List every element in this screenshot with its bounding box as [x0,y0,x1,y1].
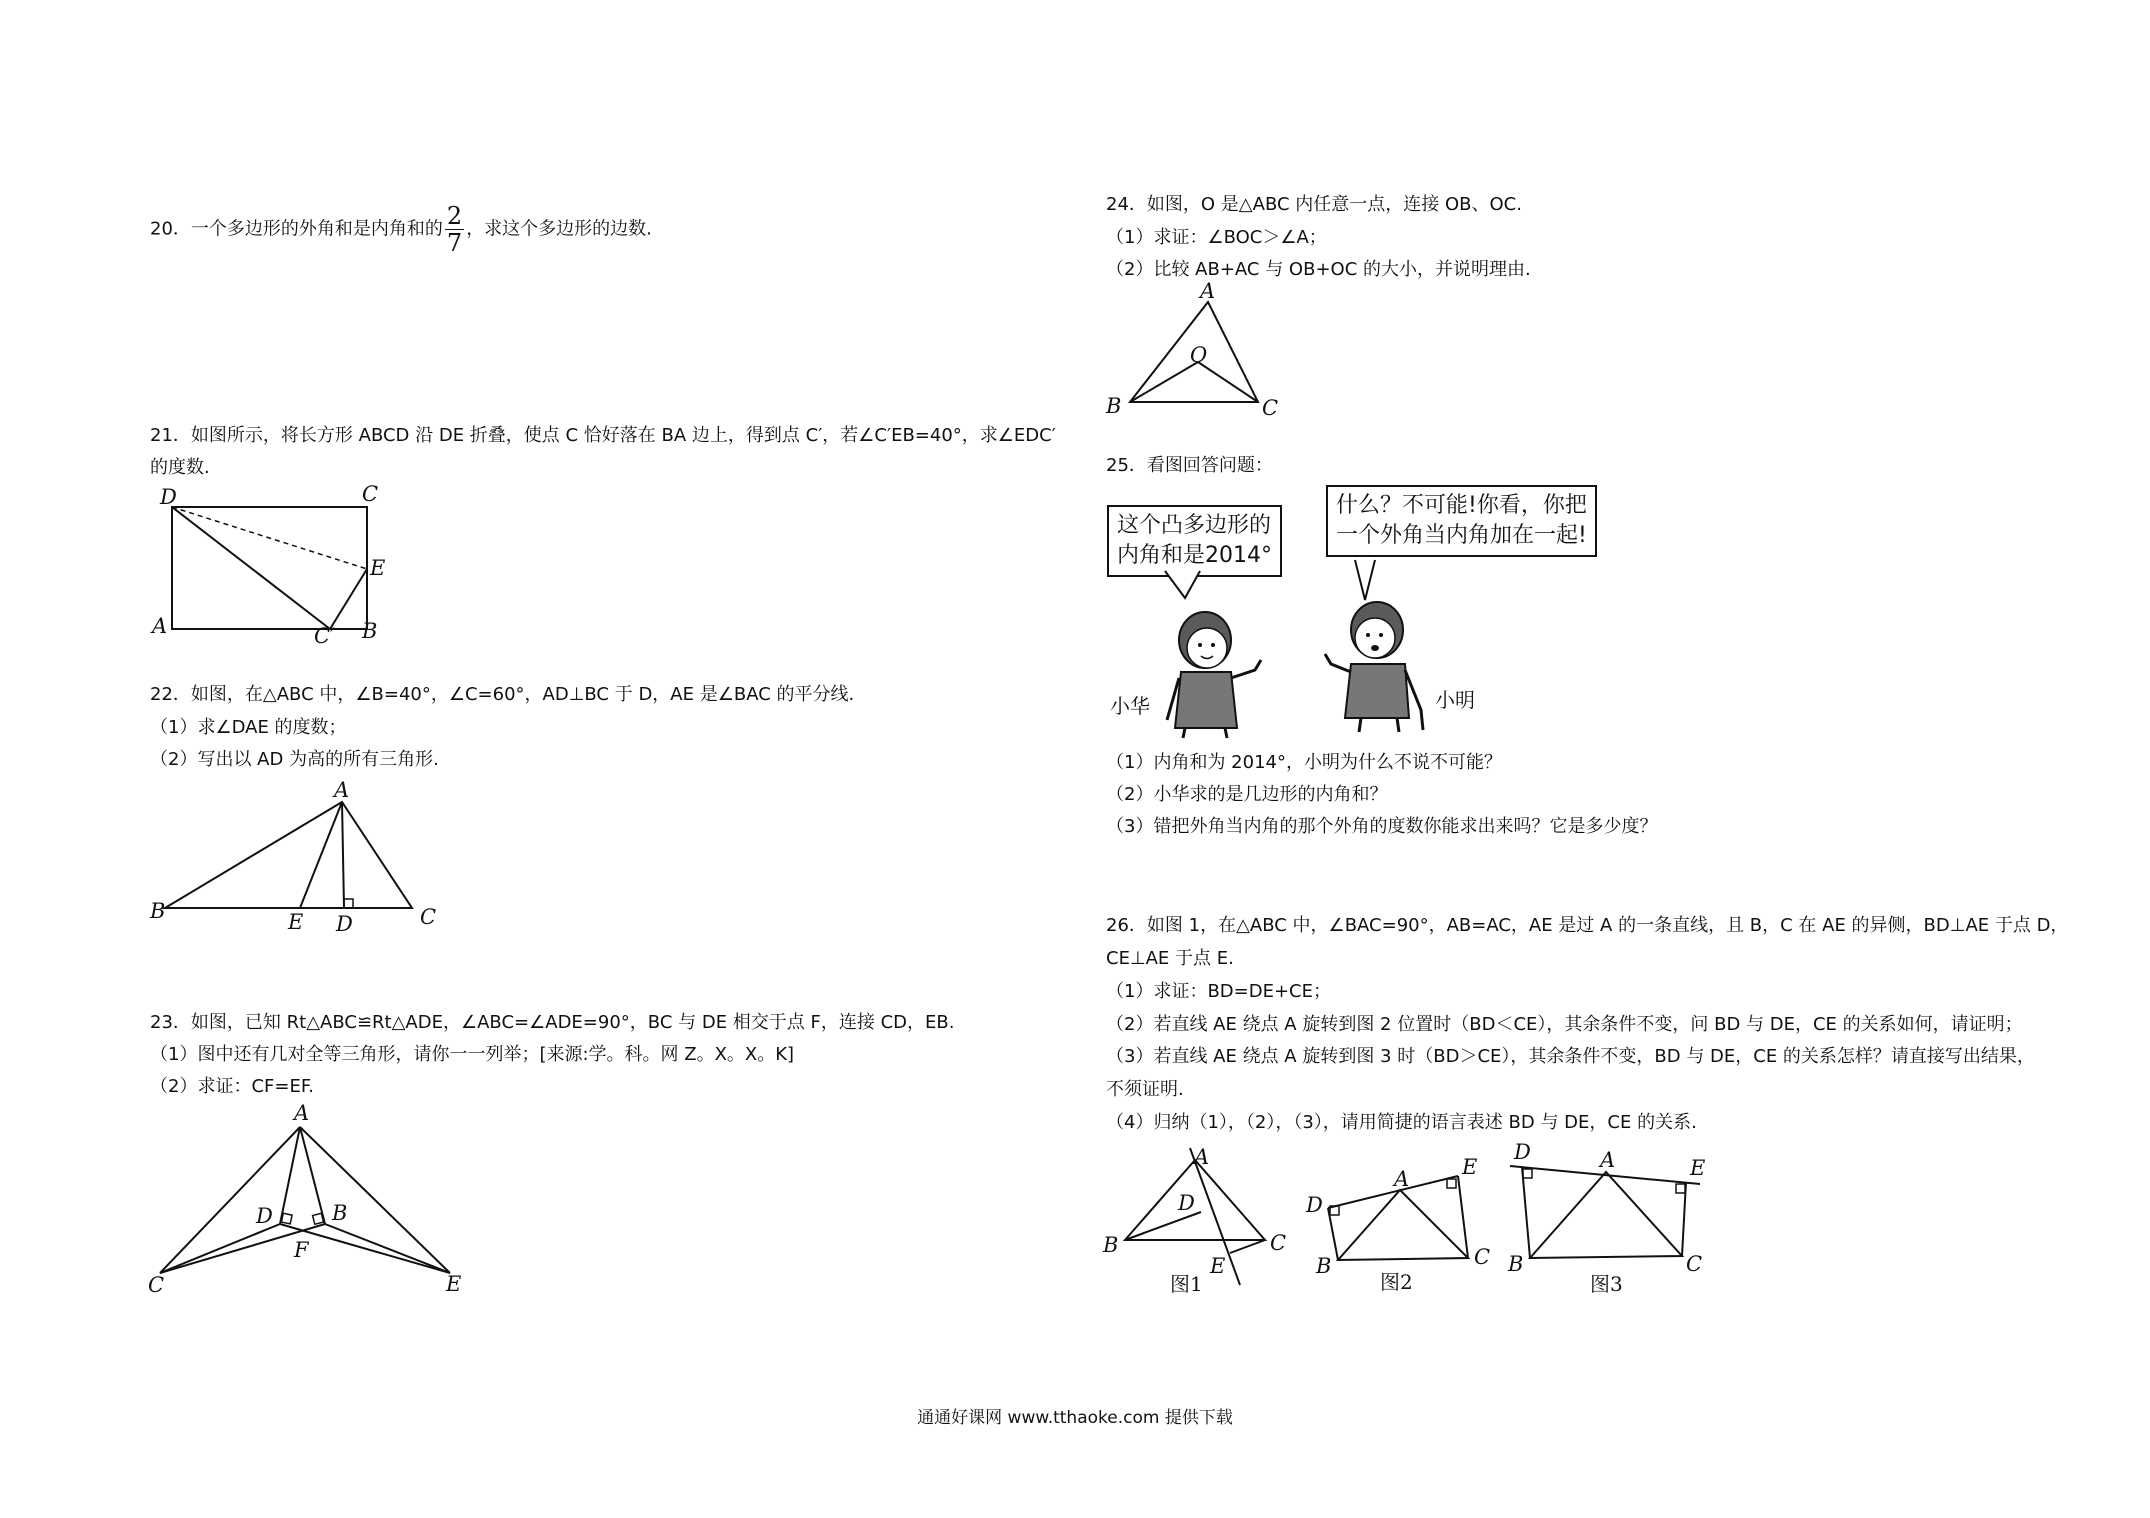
q26-line7: （4）归纳（1），（2），（3），请用简捷的语言表述 BD 与 DE，CE 的关系. [1106,1112,1697,1133]
q21-line1: 21．如图所示，将长方形 ABCD 沿 DE 折叠，使点 C 恰好落在 BA 边上，得到点 C′，若∠C′EB=40°，求∠EDC′ [150,425,1056,446]
segment-dcp [172,507,330,629]
boy-xiaohua-icon [1167,612,1261,738]
segment-bd [1328,1208,1338,1260]
label-c: C [148,1273,165,1297]
label-c: C [1270,1231,1287,1255]
bubble-left-line2: 内角和是2014° [1117,543,1272,568]
q25-line1: （1）内角和为 2014°，小明为什么不说不可能？ [1106,752,1502,773]
q25-illustration [1105,560,1485,760]
q22-line2: （1）求∠DAE 的度数； [150,717,347,738]
q20-after: ，求这个多边形的边数. [466,218,652,240]
q26-line3: （1）求证：BD=DE+CE； [1106,981,1331,1002]
q26-figure-2 [1300,1140,1500,1290]
fold-line-de [172,507,367,569]
boy-xiaoming-icon [1325,602,1423,732]
label-a: A [152,614,168,638]
segment-ob [1130,362,1198,402]
label-d: D [256,1204,273,1228]
q23-line3: （2）求证：CF=EF. [150,1076,315,1097]
label-b: B [362,619,378,643]
right-angle-e [1447,1179,1456,1188]
name-xiaoming: 小明 [1435,688,1475,712]
q26-line4: （2）若直线 AE 绕点 A 旋转到图 2 位置时（BD＜CE），其余条件不变，问 BD 与 DE，CE 的关系如何，请证明； [1106,1014,2023,1035]
label-o: O [1190,343,1208,367]
label-a: A [294,1101,310,1125]
label-d: D [336,912,353,936]
altitude-ad [342,802,344,908]
label-c: C [362,482,379,506]
bubble-left-line1: 这个凸多边形的 [1117,513,1272,538]
q20-text [150,203,652,256]
triangle-abc [1125,1160,1265,1240]
q24-line3: （2）比较 AB+AC 与 OB+OC 的大小，并说明理由. [1106,259,1531,280]
q25-title: 25．看图回答问题： [1106,455,1273,476]
right-angle-e [1676,1184,1685,1193]
q26-line2: CE⊥AE 于点 E. [1106,948,1234,969]
bubble-left-tail [1165,571,1200,598]
label-c: C [1262,396,1279,420]
q22-figure [150,778,450,936]
q26-line6: 不须证明. [1106,1079,1184,1100]
right-angle-mark [344,899,353,908]
label-b: B [1316,1254,1332,1278]
segment-cd [160,1224,280,1273]
label-d: D [1514,1140,1531,1164]
q24-line2: （1）求证：∠BOC＞∠A； [1106,227,1327,248]
label-a: A [334,778,350,802]
line-de [1328,1176,1458,1208]
q23-line1: 23．如图，已知 Rt△ABC≌Rt△ADE，∠ABC=∠ADE=90°，BC 与 DE 相交于点 F，连接 CD，EB. [150,1012,955,1033]
q26-caption-3: 图3 [1590,1272,1623,1296]
segment-ac [160,1127,300,1273]
label-e: E [446,1272,462,1296]
triangle-abc [1530,1172,1682,1258]
q23-line2: （1）图中还有几对全等三角形，请你一一列举；[来源:学。科。网 Z。X。X。K] [150,1044,795,1065]
page-footer: 通通好课网 www.tthaoke.com 提供下载 [917,1408,1233,1428]
right-angle-d [1523,1169,1532,1178]
label-b: B [1103,1233,1119,1257]
bubble-right-line1: 什么？不可能!你看，你把 [1336,493,1587,518]
label-c: C [1474,1245,1491,1269]
q26-figure-3 [1500,1140,1706,1290]
label-a: A [1200,279,1216,303]
label-cprime: C′ [314,624,335,648]
label-a: A [1394,1167,1410,1191]
q26-figure-1 [1100,1140,1290,1290]
rectangle-abcd [172,507,367,629]
segment-ce [1230,1240,1265,1253]
bubble-right-line2: 一个外角当内角加在一起! [1336,523,1587,548]
q26-caption-1: 图1 [1170,1272,1203,1296]
q21-line2: 的度数. [150,457,210,478]
label-c: C [420,905,437,929]
label-a: A [1194,1145,1210,1169]
q26-caption-2: 图2 [1380,1270,1413,1294]
label-b: B [1106,394,1122,418]
label-e: E [1210,1254,1226,1278]
label-b: B [150,899,166,923]
label-e: E [288,910,304,934]
label-c: C [1686,1252,1703,1276]
label-e: E [1690,1156,1706,1180]
label-b: B [332,1201,348,1225]
q25-line2: （2）小华求的是几边形的内角和？ [1106,784,1388,805]
label-d: D [1178,1191,1195,1215]
q24-figure [1100,279,1300,422]
segment-ce [1458,1176,1468,1258]
label-b: B [1508,1252,1524,1276]
label-e: E [370,556,386,580]
triangle-abc [165,802,412,908]
q20-frac-num: 2 [446,202,463,230]
label-f: F [294,1238,309,1262]
label-e: E [1462,1155,1478,1179]
right-angle-b [313,1213,324,1224]
right-angle-d [281,1213,292,1224]
q23-figure [140,1101,480,1297]
bisector-ae [300,802,342,908]
segment-ab [300,1127,325,1224]
q22-line3: （2）写出以 AD 为高的所有三角形. [150,749,439,770]
segment-eb [325,1224,450,1273]
q26-line1: 26．如图 1，在△ABC 中，∠BAC=90°，AB=AC，AE 是过 A 的一条直线，且 B，C 在 AE 的异侧，BD⊥AE 于点 D， [1106,915,2069,936]
bubble-right-tail [1355,560,1375,600]
segment-bd [1522,1167,1530,1258]
q25-line3: （3）错把外角当内角的那个外角的度数你能求出来吗？它是多少度？ [1106,816,1658,837]
label-d: D [160,485,177,509]
q22-line1: 22．如图，在△ABC 中，∠B=40°，∠C=60°，AD⊥BC 于 D，AE 是∠BAC 的平分线. [150,684,855,705]
name-xiaohua: 小华 [1110,694,1150,718]
segment-ad [280,1127,300,1224]
q24-line1: 24．如图，O 是△ABC 内任意一点，连接 OB、OC. [1106,194,1522,215]
q20-fraction [445,203,464,256]
label-d: D [1306,1193,1323,1217]
q20-frac-den: 7 [446,229,463,257]
q20-before: 20．一个多边形的外角和是内角和的 [150,218,443,240]
q21-figure [150,482,390,648]
q26-line5: （3）若直线 AE 绕点 A 旋转到图 3 时（BD＞CE），其余条件不变，BD 与 DE，CE 的关系怎样？请直接写出结果， [1106,1046,2035,1067]
speech-bubble-xiaoming [1326,485,1597,557]
label-a: A [1600,1148,1616,1172]
